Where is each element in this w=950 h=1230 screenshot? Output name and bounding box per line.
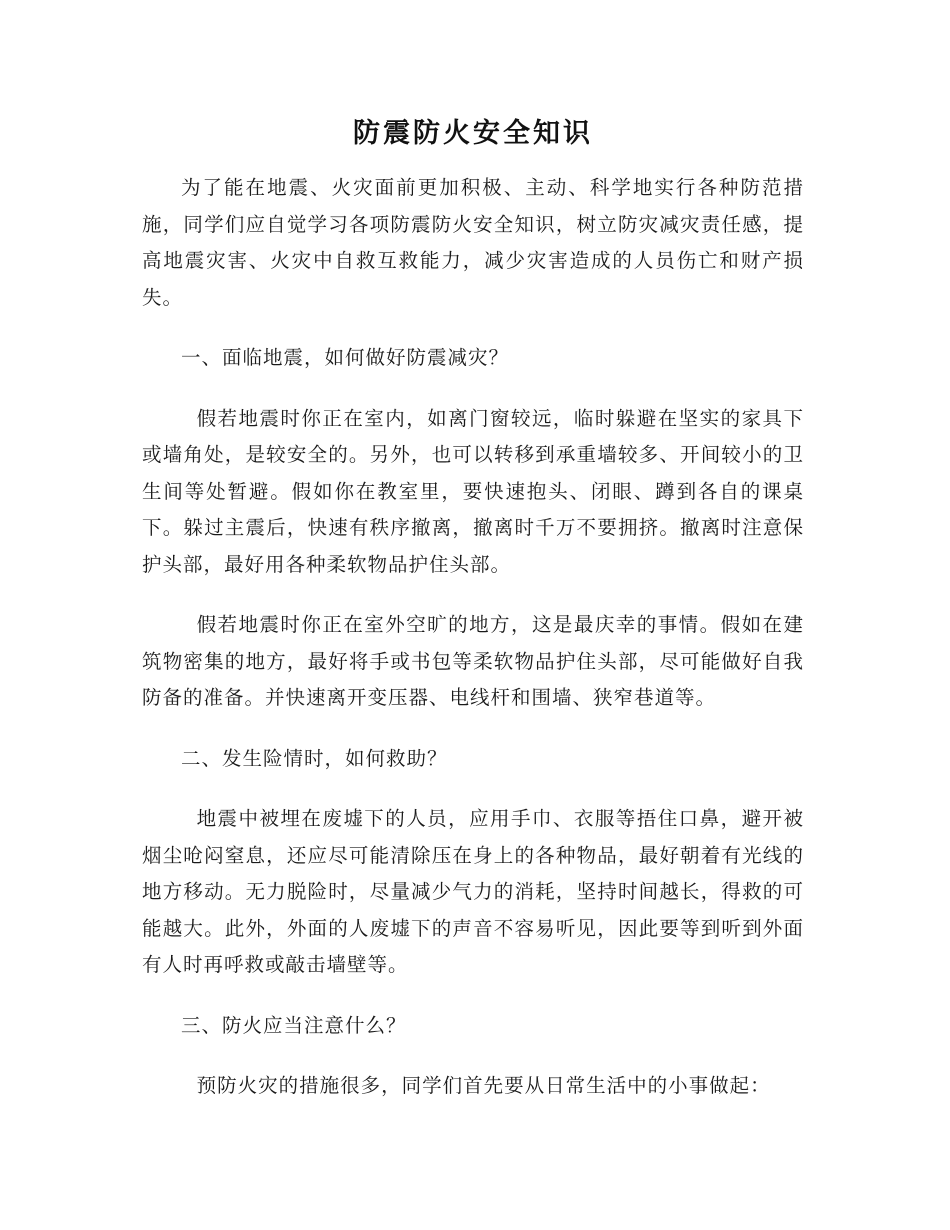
paragraph-outdoor-earthquake: 假若地震时你正在室外空旷的地方，这是最庆幸的事情。假如在建筑物密集的地方，最好将手或书包等柔软物品护住头部，尽可能做好自我防备的准备。并快速离开变压器、电线杆和围墙、狭窄巷道等。 — [142, 613, 804, 709]
paragraph-rescue: 地震中被埋在废墟下的人员，应用手巾、衣服等捂住口鼻，避开被烟尘呛闷窒息，还应尽可能清除压在身上的各种物品，最好朝着有光线的地方移动。无力脱险时，尽量减少气力的消耗，坚持时间越长，得救的可能越大。此外，外面的人废墟下的声音不容易听见，因此要等到听到外面有人时再呼救或敲击墙壁等。 — [142, 807, 804, 976]
paragraph-indoor-earthquake: 假若地震时你正在室内，如离门窗较远，临时躲避在坚实的家具下或墙角处，是较安全的。另外，也可以转移到承重墙较多、开间较小的卫生间等处暂避。假如你在教室里，要快速抱头、闭眼、蹲到各自的课桌下。躲过主震后，快速有秩序撤离，撤离时千万不要拥挤。撤离时注意保护头部，最好用各种柔软物品护住头部。 — [142, 406, 804, 576]
document-title: 防震防火安全知识 — [353, 118, 593, 149]
section-heading-earthquake: 一、面临地震，如何做好防震减灾？ — [181, 346, 510, 369]
section-heading-fire: 三、防火应当注意什么？ — [181, 1013, 407, 1037]
section-heading-rescue: 二、发生险情时，如何救助？ — [181, 746, 448, 770]
document-content — [142, 112, 804, 1129]
intro-paragraph: 为了能在地震、火灾面前更加积极、主动、科学地实行各种防范措施，同学们应自觉学习各项防震防火安全知识，树立防灾减灾责任感，提高地震灾害、火灾中自救互救能力，减少灾害造成的人员伤亡和财产损失。 — [142, 176, 804, 309]
paragraph-fire-prevention: 预防火灾的措施很多，同学们首先要从日常生活中的小事做起： — [196, 1074, 771, 1097]
